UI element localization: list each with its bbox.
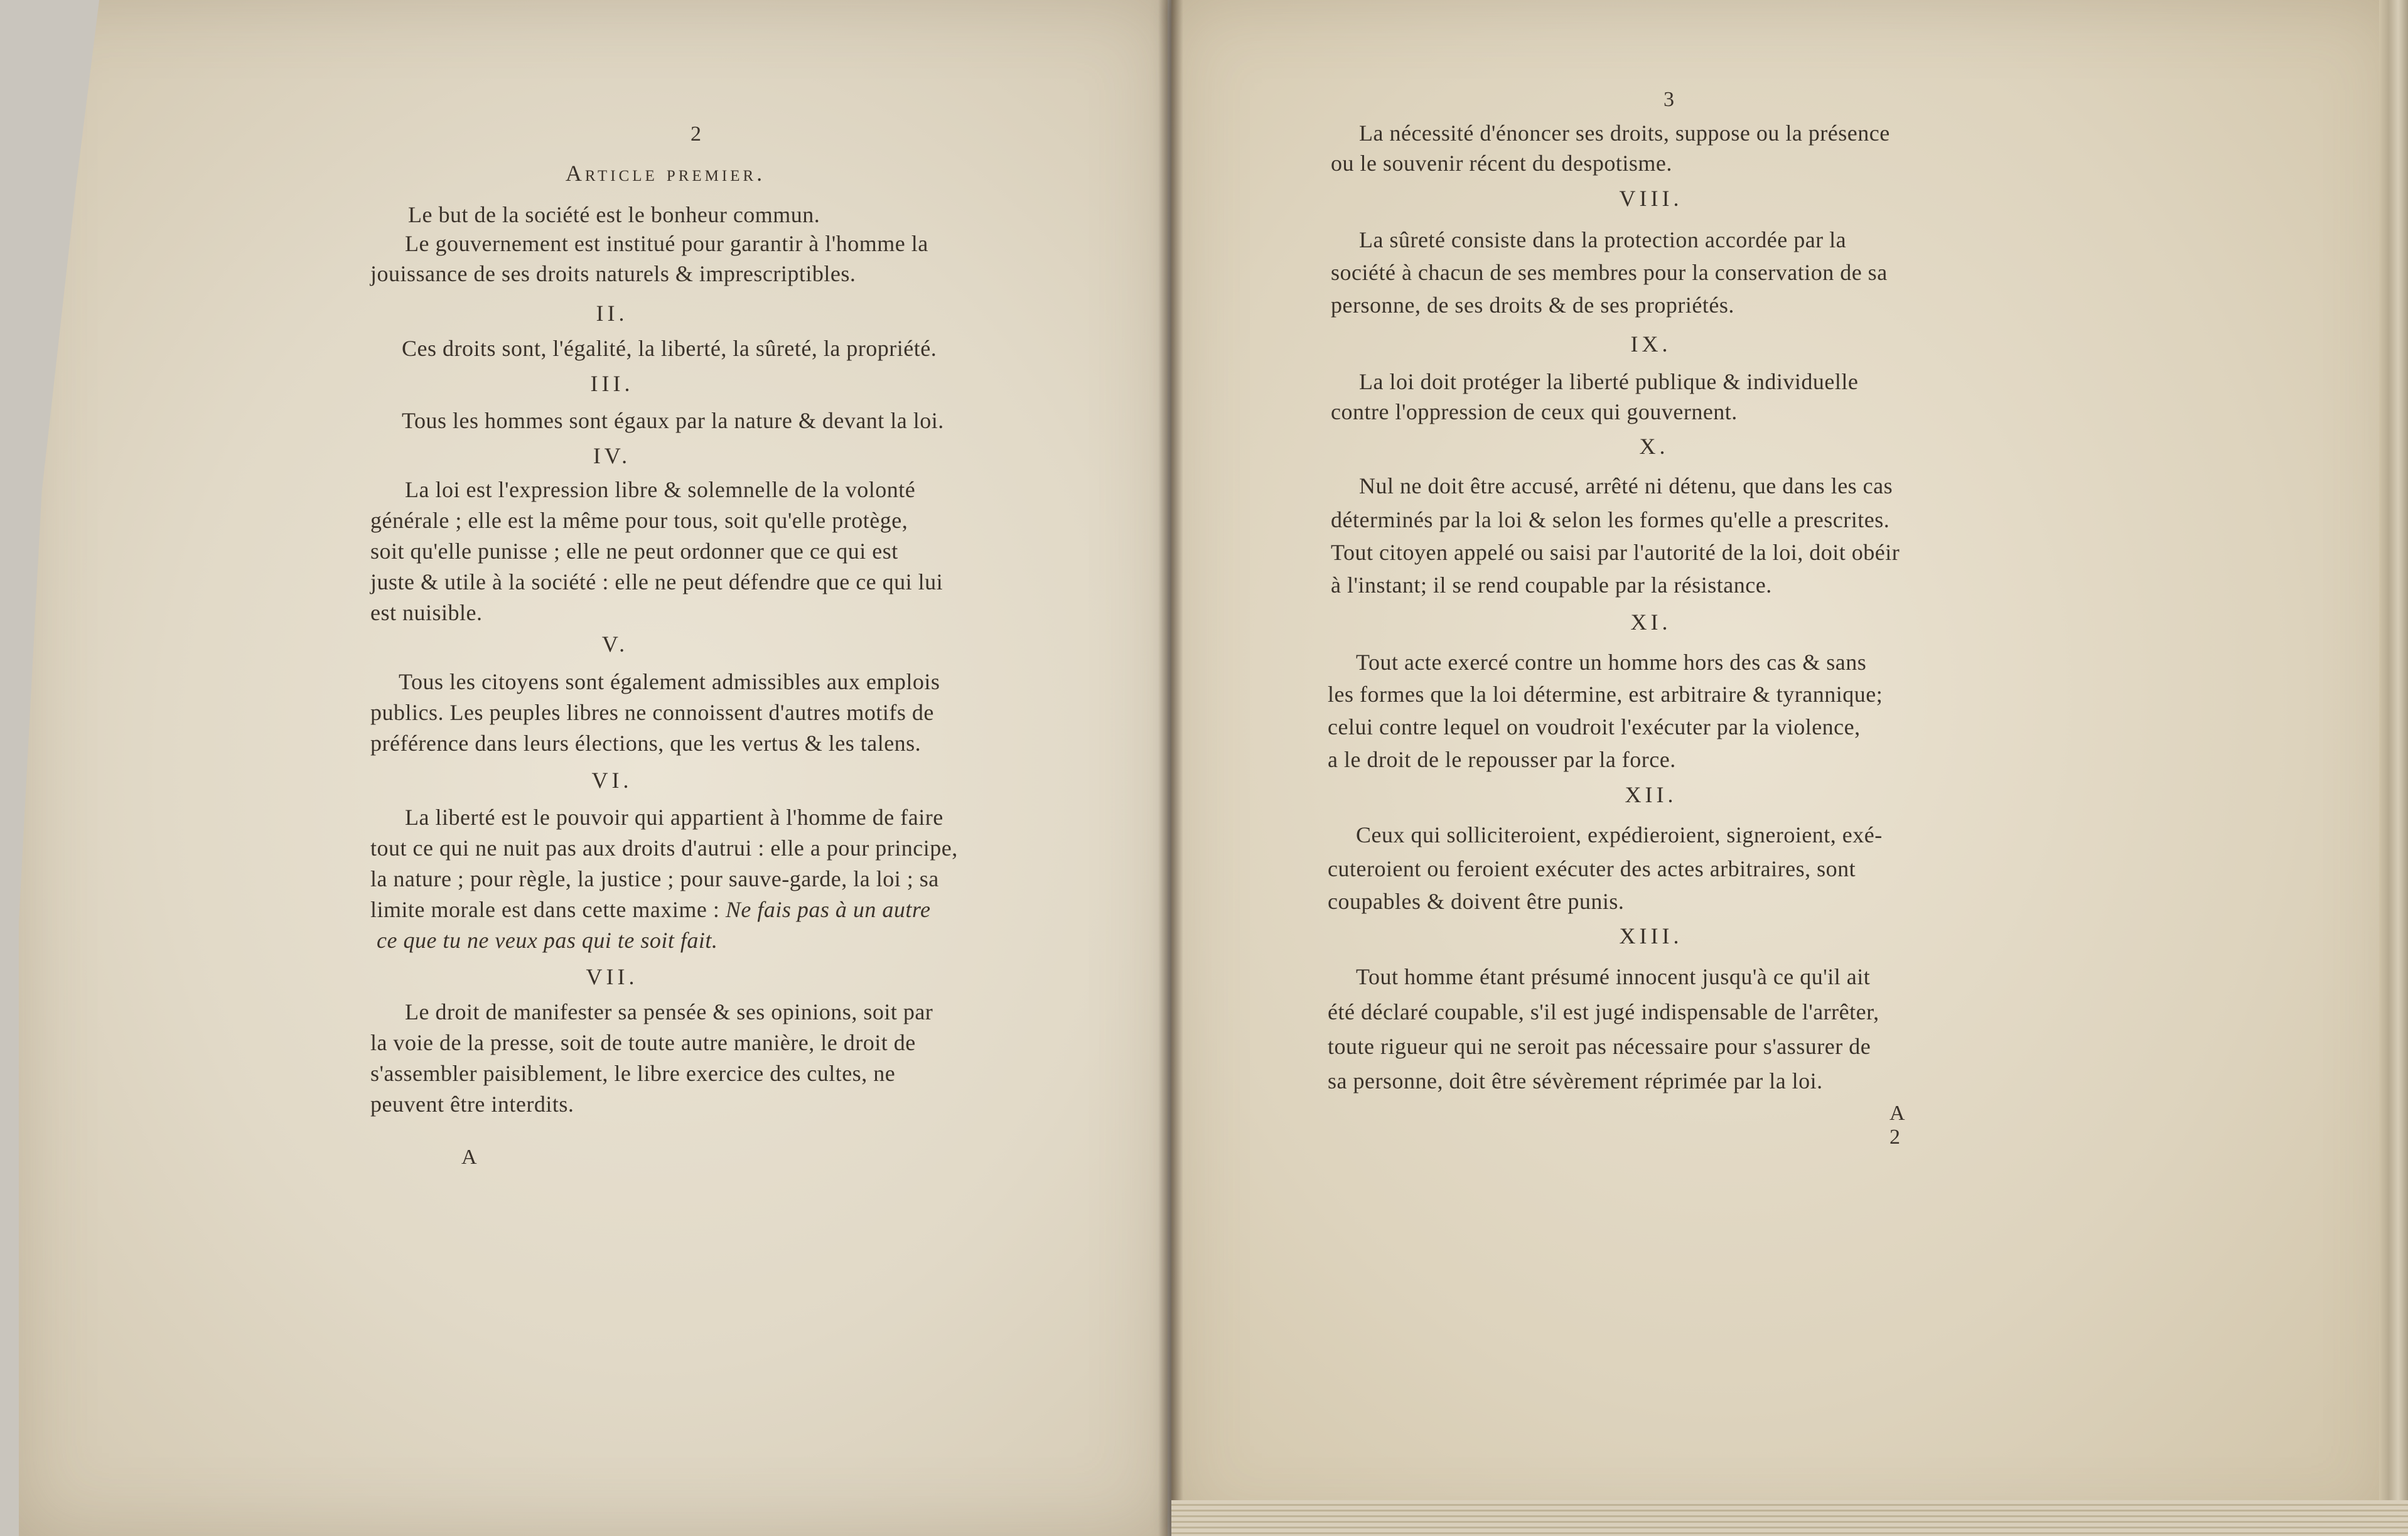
text-line: déterminés par la loi & selon les formes qu'elle a prescrites. <box>1331 507 1890 532</box>
text-line: la voie de la presse, soit de toute autre manière, le droit de <box>370 1030 916 1055</box>
maxim-text: ce que tu ne veux pas qui te soit fait. <box>377 928 718 953</box>
text-line: Tout acte exercé contre un homme hors des cas & sans <box>1356 650 1867 675</box>
article-number: VII. <box>586 964 638 989</box>
text-line: Ceux qui solliciteroient, expédieroient, signeroient, exé- <box>1356 822 1883 847</box>
text-line: soit qu'elle punisse ; elle ne peut ordonner que ce qui est <box>370 539 898 564</box>
text-line: Tous les hommes sont égaux par la nature & devant la loi. <box>402 408 944 433</box>
text-line: celui contre lequel on voudroit l'exécuter par la violence, <box>1328 714 1861 739</box>
text-line: tout ce qui ne nuit pas aux droits d'autrui : elle a pour principe, <box>370 835 958 861</box>
text-line: la nature ; pour règle, la justice ; pour sauve-garde, la loi ; sa <box>370 866 939 891</box>
text-line: Tous les citoyens sont également admissibles aux emplois <box>399 669 940 694</box>
page-number: 2 <box>691 122 701 146</box>
article-number: X. <box>1639 434 1669 459</box>
article-number: IV. <box>593 443 632 468</box>
signature-mark: A 2 <box>1889 1102 1904 1149</box>
text-line: générale ; elle est la même pour tous, soit qu'elle protège, <box>370 508 908 533</box>
text-line: été déclaré coupable, s'il est jugé indispensable de l'arrêter, <box>1328 999 1879 1024</box>
text-line: Le droit de manifester sa pensée & ses opinions, soit par <box>405 999 933 1024</box>
text-line: toute rigueur qui ne seroit pas nécessaire pour s'assurer de <box>1328 1034 1871 1059</box>
text-line: sa personne, doit être sévèrement réprimée par la loi. <box>1328 1068 1823 1093</box>
article-title: Article premier. <box>565 161 766 186</box>
text-line: Le but de la société est le bonheur commun. <box>408 202 820 227</box>
text-line: Nul ne doit être accusé, arrêté ni détenu, que dans les cas <box>1359 473 1893 498</box>
article-number: VI. <box>591 768 633 793</box>
text-line: cuteroient ou feroient exécuter des actes arbitraires, sont <box>1328 856 1856 881</box>
text-line: publics. Les peuples libres ne connoissent d'autres motifs de <box>370 700 934 725</box>
text-line: ou le souvenir récent du despotisme. <box>1331 151 1672 176</box>
text-line: personne, de ses droits & de ses propriétés. <box>1331 293 1734 318</box>
text-line: contre l'oppression de ceux qui gouvernent. <box>1331 399 1738 424</box>
article-number: XIII. <box>1619 923 1683 948</box>
article-number: IX. <box>1630 331 1672 357</box>
article-number: V. <box>601 631 629 657</box>
text-line: La sûreté consiste dans la protection accordée par la <box>1359 227 1847 252</box>
text-line: les formes que la loi détermine, est arbitraire & tyrannique; <box>1328 682 1883 707</box>
text-line: jouissance de ses droits naturels & imprescriptibles. <box>370 261 856 286</box>
signature-mark: A <box>461 1146 477 1169</box>
text-line: La loi doit protéger la liberté publique & individuelle <box>1359 369 1859 394</box>
text-line: société à chacun de ses membres pour la conservation de sa <box>1331 260 1888 285</box>
text-line: à l'instant; il se rend coupable par la résistance. <box>1331 572 1772 598</box>
page-stack-bottom <box>1171 1500 2408 1536</box>
text-line: Tout homme étant présumé innocent jusqu'à ce qu'il ait <box>1356 964 1871 989</box>
article-number: XII. <box>1625 782 1677 807</box>
text-line: La loi est l'expression libre & solemnelle de la volonté <box>405 477 916 502</box>
text-line: coupables & doivent être punis. <box>1328 889 1625 914</box>
article-number: VIII. <box>1619 186 1683 211</box>
page-number: 3 <box>1664 88 1674 111</box>
text-line: juste & utile à la société : elle ne peut défendre que ce qui lui <box>370 569 943 594</box>
text-line: Ces droits sont, l'égalité, la liberté, la sûreté, la propriété. <box>402 336 937 361</box>
maxim-text: Ne fais pas à un autre <box>725 897 931 922</box>
book-gutter <box>1158 0 1183 1536</box>
text-line: Le gouvernement est institué pour garantir à l'homme la <box>405 231 928 256</box>
text-line: La liberté est le pouvoir qui appartient à l'homme de faire <box>405 805 943 830</box>
text-line: peuvent être interdits. <box>370 1092 574 1117</box>
text-line: préférence dans leurs élections, que les vertus & les talens. <box>370 731 922 756</box>
text-line: s'assembler paisiblement, le libre exercice des cultes, ne <box>370 1061 896 1086</box>
text-line: a le droit de le repousser par la force. <box>1328 747 1676 772</box>
text-line: est nuisible. <box>370 600 483 625</box>
text-segment: limite morale est dans cette maxime : <box>370 897 720 922</box>
article-number: XI. <box>1630 610 1672 635</box>
article-number: III. <box>590 371 634 396</box>
text-line <box>370 896 931 923</box>
page-stack-edge <box>2379 0 2408 1536</box>
text-line: Tout citoyen appelé ou saisi par l'autorité de la loi, doit obéir <box>1331 540 1900 565</box>
article-number: II. <box>596 301 628 326</box>
text-line: La nécessité d'énoncer ses droits, suppose ou la présence <box>1359 121 1890 146</box>
